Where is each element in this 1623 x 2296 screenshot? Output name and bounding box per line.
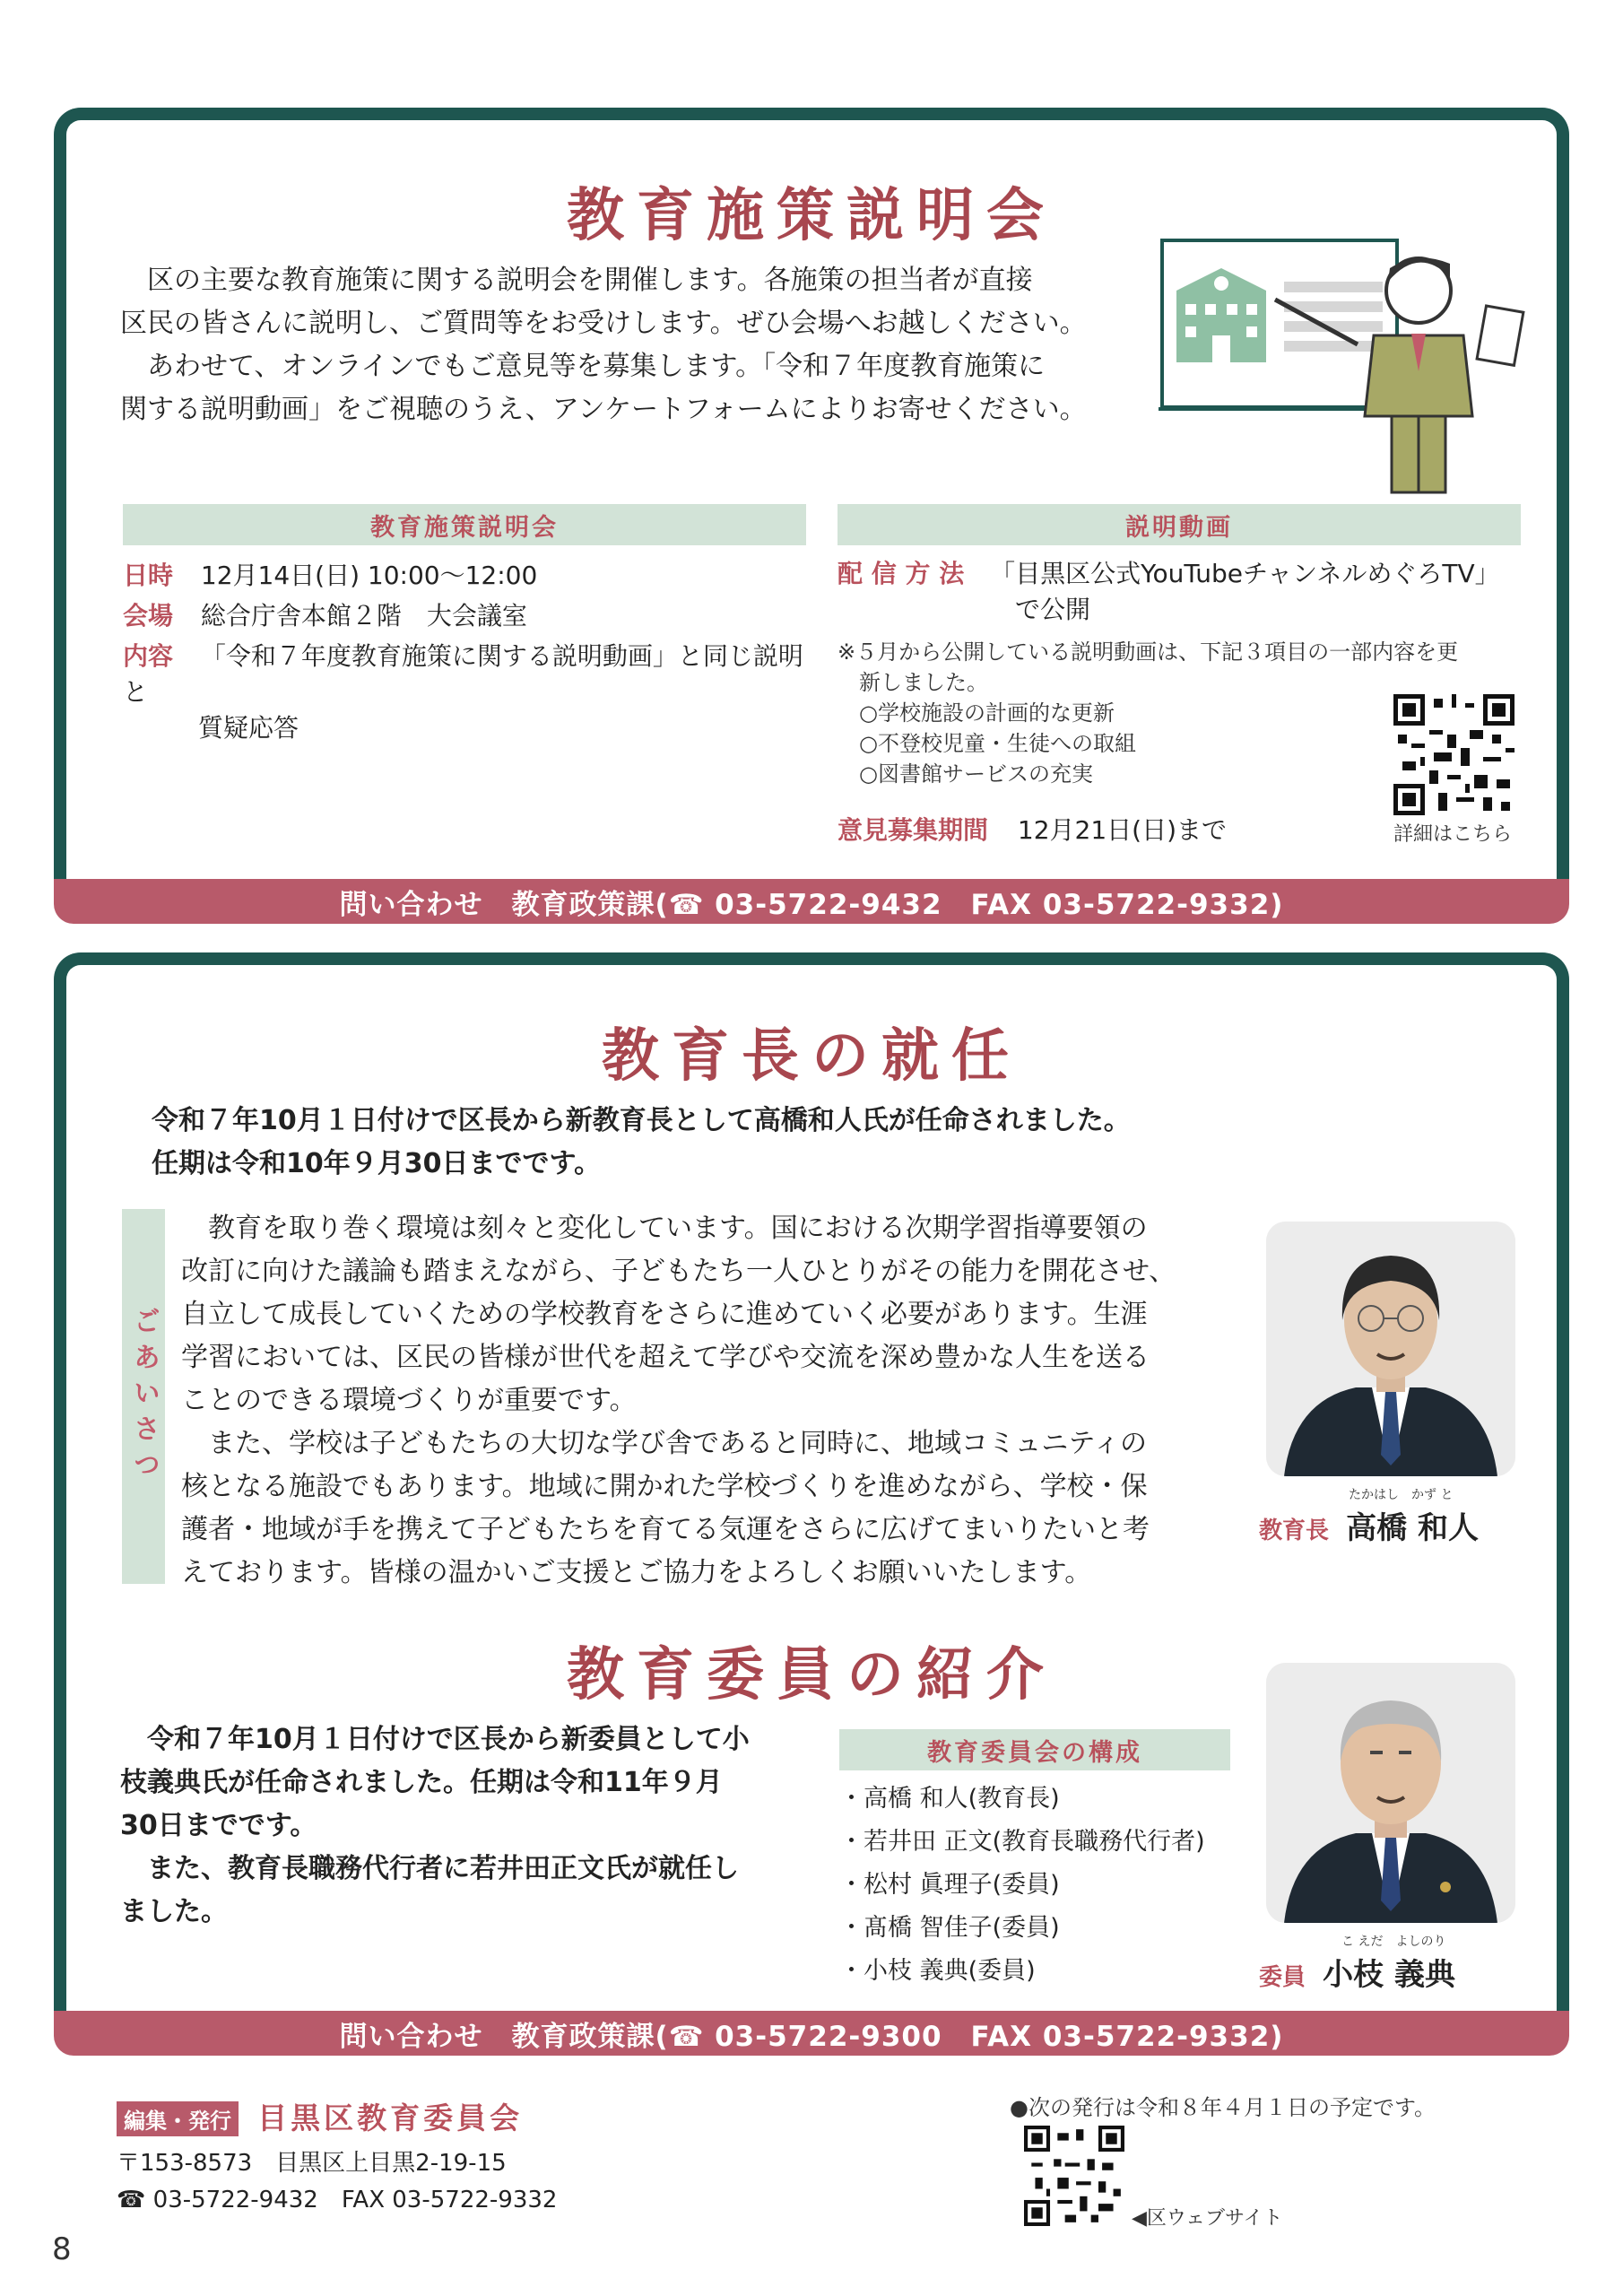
video-note: ※５月から公開している説明動画は、下記３項目の一部内容を更 新しました。 ○学校施設の計画的な更新 ○不登校児童・生徒への取組 ○図書館サービスの充実 [838,639,1459,787]
greeting-text: 教育を取り巻く環境は刻々と変化しています。国における次期学習指導要領の 改訂に向けた議論も踏まえながら、子どもたち一人ひとりがその能力を開花させ、 自立して成長していくための学校教育をさらに進めていく必要があります。生涯 学習においては、区民の皆様が世代を超えて学びや交流を深め豊かな人生を送る ことのできる環境づくりが重要です。 また、学校は子どもたちの大切な学び舎であると同時に、地域コミュニティの 核となる施設でもあります。地域に開かれた学校づくりを進めながら、学校・保 護者・地域が手を携えて子どもたちを育てる気運をさらに広げてまいりたいと考 えております。皆様の温かいご支援とご協力をよろしくお願いいたします。 [181,1213,1176,1588]
member-name: 小枝 義典 [1323,1957,1455,1993]
superintendent-photo [1266,1222,1515,1476]
member-photo [1266,1663,1515,1923]
section-title: 教育施策説明会 [567,183,1056,249]
list-item: ・若井田 正文(教育長職務代行者) [839,1828,1205,1856]
list-item: ・小枝 義典(委員) [839,1957,1036,1985]
superintendent-caption [1259,1485,1528,1547]
publisher-block [117,2095,744,2214]
contact-bar-2: 問い合わせ 教育政策課(☎ 03-5722-9300 FAX 03-5722-9332) [54,2011,1569,2056]
publisher-phone: ☎ 03-5722-9432 FAX 03-5722-9332 [117,2187,558,2213]
briefing-content: 内容 「令和７年度教育施策に関する説明動画」と同じ説明と 質疑応答 [123,641,803,743]
briefing-header: 教育施策説明会 [123,504,806,545]
briefing-date: 日時 12月14日(日) 10:00～12:00 [123,561,538,590]
board-composition-header: 教育委員会の構成 [839,1729,1230,1770]
contact-bar-1: 問い合わせ 教育政策課(☎ 03-5722-9432 FAX 03-5722-9332) [54,879,1569,924]
intro-paragraph: 区の主要な教育施策に関する説明会を開催します。各施策の担当者が直接 区民の皆さんに説明し、ご質問等をお受けします。ぜひ会場へお越しください。 あわせて、オンラインでもご意見等を募集します。「令和７年度教育施策に 関する説明動画」をご視聴のうえ、アンケートフォームによりお寄せください。 [120,265,1087,425]
superintendent-name: 高橋 和人 [1346,1510,1479,1546]
publisher-name: 目黒区教育委員会 [257,2100,524,2135]
member-appointment-text: 令和７年10月１日付けで区長から新委員として小 枝義典氏が任命されました。任期は令和11年９月 30日までです。 また、教育長職務代行者に若井田正文氏が就任し ました。 [120,1724,750,1927]
publisher-badge: 編集・発行 [117,2101,239,2136]
feedback-period: 意見募集期間 12月21日(日)まで [838,815,1228,845]
qr-caption: 詳細はこちら [1393,823,1513,846]
next-issue-note: ●次の発行は令和８年４月１日の予定です。 [1010,2095,1436,2120]
greeting-label: ごあいさつ [122,1209,165,1584]
page-number: 8 [52,2231,72,2267]
teacher-illustration [1159,237,1535,497]
video-method: 配 信 方 法 「目黒区公式YouTubeチャンネルめぐろTV」 で公開 [838,559,1500,624]
superintendent-ruby: たかはし かず と [1349,1488,1454,1502]
list-item: ・高橋 和人(教育長) [839,1785,1060,1813]
board-composition-list [839,1778,1261,1993]
details-qr-code[interactable] [1393,694,1515,815]
superintendent-lead: 令和７年10月１日付けで区長から新教育長として高橋和人氏が任命されました。 任期は令和10年９月30日までです。 [152,1105,1131,1179]
member-caption [1259,1932,1528,1994]
list-item: ・松村 眞理子(委員) [839,1871,1060,1899]
list-item: ・髙橋 智佳子(委員) [839,1914,1060,1942]
ward-website-caption: ◀区ウェブサイト [1132,2207,1283,2230]
section-education-policy [54,108,1569,879]
video-header: 説明動画 [838,504,1521,545]
member-ruby: こ えだ よしのり [1341,1935,1446,1949]
section-superintendent [54,952,1569,2011]
briefing-venue: 会場 総合庁舎本館２階 大会議室 [123,601,527,631]
ward-website-qr-code[interactable] [1024,2126,1124,2226]
board-members-title: 教育委員の紹介 [567,1642,1056,1709]
publisher-address: 〒153-8573 目黒区上目黒2-19-15 [117,2150,507,2177]
member-role: 委員 [1259,1964,1306,1991]
superintendent-title: 教育長の就任 [602,1023,1021,1090]
superintendent-role: 教育長 [1259,1518,1330,1544]
